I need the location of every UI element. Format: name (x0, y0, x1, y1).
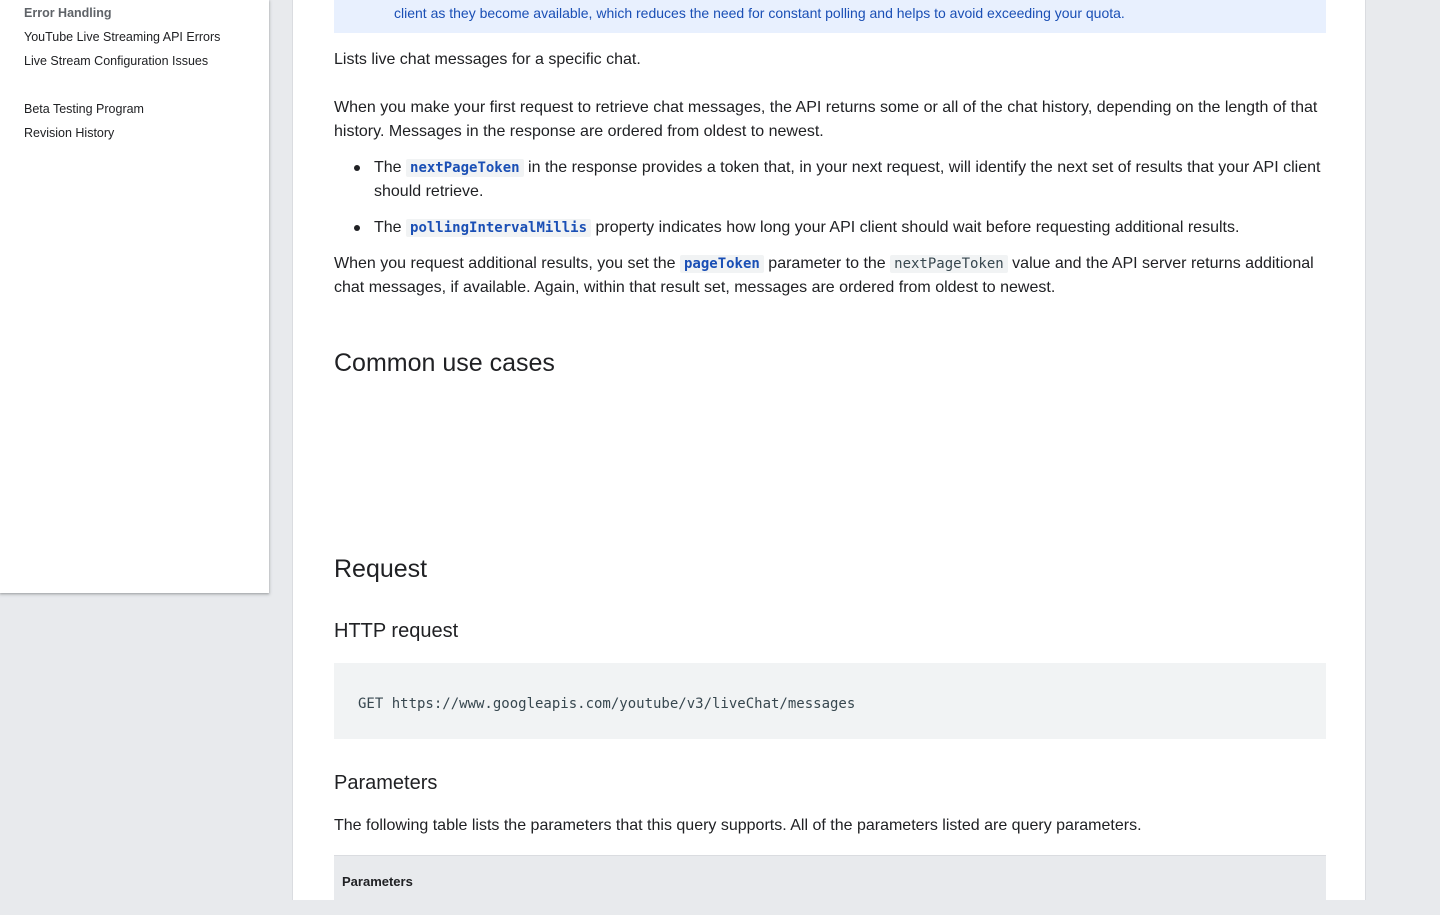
http-request-code-block (334, 663, 1326, 739)
http-request-code: GET https://www.googleapis.com/youtube/v3/liveChat/messages (358, 696, 856, 712)
next-page-token-link[interactable]: nextPageToken (406, 159, 524, 177)
paragraph-text: value and the API server returns additional chat messages, if available. Again, within that result set, messages are ordered from oldest to newest. (334, 255, 1314, 296)
main-content (292, 0, 1366, 900)
paragraph-text: When you request additional results, you set the (334, 255, 680, 272)
request-heading: Request (334, 555, 428, 583)
sidebar-heading-error-handling: Error Handling (24, 6, 112, 20)
parameters-heading: Parameters (334, 772, 438, 794)
next-page-token-code: nextPageToken (890, 255, 1008, 273)
bullet-text: The (374, 159, 407, 176)
bullet-dot (354, 225, 360, 231)
common-use-cases-heading: Common use cases (334, 349, 555, 377)
bullet-dot (354, 165, 360, 171)
sidebar-item-config-issues[interactable]: Live Stream Configuration Issues (24, 54, 209, 68)
bullet-text: The (374, 219, 407, 236)
parameters-table-header-label: Parameters (342, 874, 413, 889)
sidebar-nav (0, 0, 269, 593)
parameters-table-header (334, 855, 1326, 915)
polling-interval-link[interactable]: pollingIntervalMillis (406, 219, 591, 237)
bullet-item-next-page-token (374, 156, 1326, 204)
info-note (334, 0, 1326, 33)
sidebar-item-beta-testing[interactable]: Beta Testing Program (24, 102, 144, 116)
bullet-item-polling-interval (374, 216, 1326, 240)
parameters-description: The following table lists the parameters that this query supports. All of the parameters listed are query parameters. (334, 817, 1142, 834)
intro-paragraph: Lists live chat messages for a specific chat. (334, 51, 641, 68)
page-token-link[interactable]: pageToken (680, 255, 764, 273)
bullet-text: property indicates how long your API client should wait before requesting additional results. (591, 219, 1240, 236)
first-request-paragraph: When you make your first request to retrieve chat messages, the API returns some or all of the chat history, depending on the length of that history. Messages in the response are ordered from oldest to newest. (334, 99, 1318, 140)
info-note-text: client as they become available, which reduces the need for constant polling and helps to avoid exceeding your quota. (394, 5, 1125, 21)
paragraph-text: parameter to the (763, 255, 891, 272)
additional-results-paragraph (334, 252, 1326, 300)
http-request-heading: HTTP request (334, 620, 459, 642)
bullet-text: in the response provides a token that, in your next request, will identify the next set of results that your API client should retrieve. (374, 159, 1321, 200)
sidebar-item-api-errors[interactable]: YouTube Live Streaming API Errors (24, 30, 221, 44)
sidebar-item-revision-history[interactable]: Revision History (24, 126, 115, 140)
